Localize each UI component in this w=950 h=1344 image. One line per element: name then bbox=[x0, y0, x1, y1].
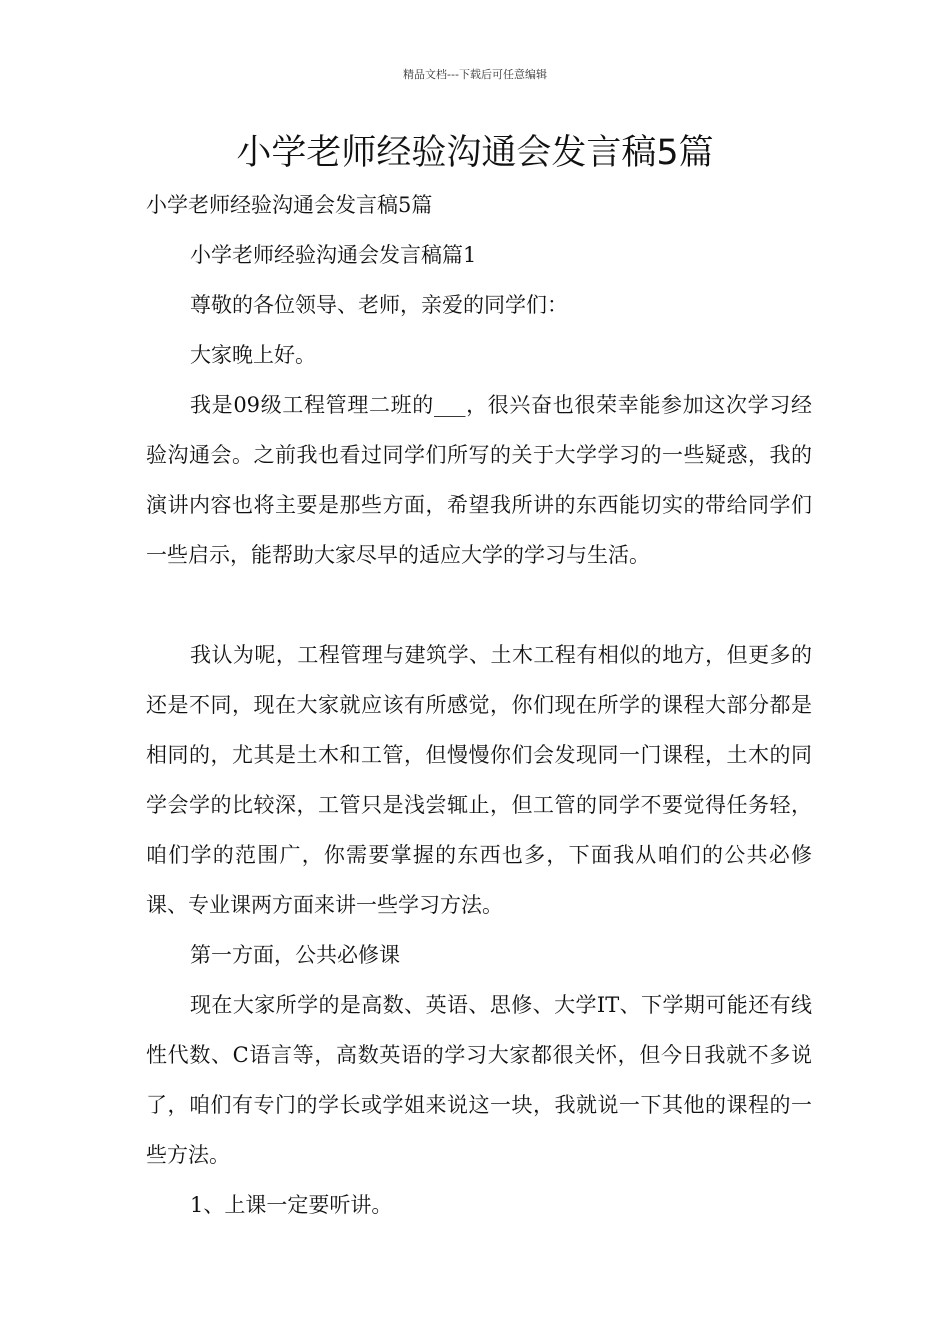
point-paragraph: 现在大家所学的是高数、英语、思修、大学IT、下学期可能还有线性代数、C语言等，高数英语的学习大家都很关怀，但今日我就不多说了，咱们有专门的学长或学姐来说这一块，我就说一下其他的课程的一些方法。 bbox=[146, 993, 812, 1167]
paragraph-spacer bbox=[146, 580, 812, 630]
point-heading: 第一方面，公共必修课 bbox=[190, 943, 400, 967]
header-note: 精品文档---下载后可任意编辑 bbox=[403, 68, 547, 81]
document-title: 小学老师经验沟通会发言稿5篇 bbox=[236, 133, 714, 173]
salutation: 尊敬的各位领导、老师，亲爱的同学们： bbox=[190, 293, 568, 317]
section-heading: 小学老师经验沟通会发言稿篇1 bbox=[190, 243, 477, 267]
list-item: 1、上课一定要听讲。 bbox=[190, 1193, 393, 1217]
paragraph-major-comparison: 我认为呢，工程管理与建筑学、土木工程有相似的地方，但更多的还是不同，现在大家就应该有所感觉，你们现在所学的课程大部分都是相同的，尤其是土木和工管，但慢慢你们会发现同一门课程，土木的同学会学的比较深，工管只是浅尝辄止，但工管的同学不要觉得任务轻，咱们学的范围广，你需要掌握的东西也多，下面我从咱们的公共必修课、专业课两方面来讲一些学习方法。 bbox=[146, 643, 812, 917]
greeting: 大家晚上好。 bbox=[190, 343, 316, 367]
paragraph-intro: 我是09级工程管理二班的___，很兴奋也很荣幸能参加这次学习经验沟通会。之前我也看过同学们所写的关于大学学习的一些疑惑，我的演讲内容也将主要是那些方面，希望我所讲的东西能切实的带给同学们一些启示，能帮助大家尽早的适应大学的学习与生活。 bbox=[146, 393, 812, 567]
document-subtitle: 小学老师经验沟通会发言稿5篇 bbox=[146, 193, 433, 217]
document-body bbox=[146, 180, 812, 1230]
